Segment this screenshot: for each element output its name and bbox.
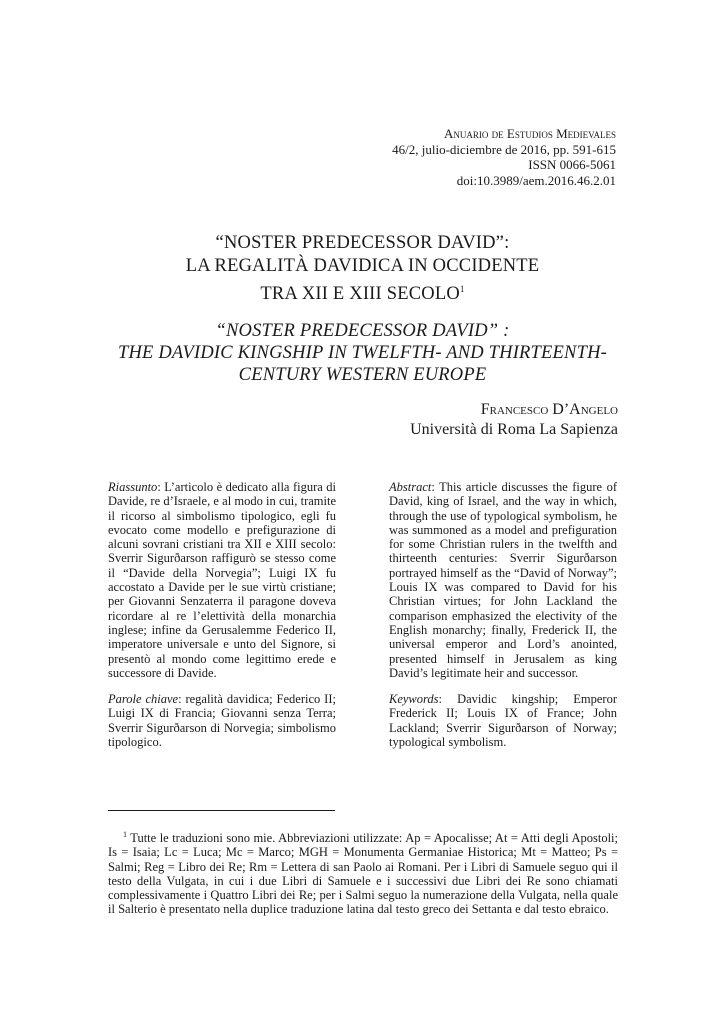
journal-issue: 46/2, julio-diciembre de 2016, pp. 591-615 bbox=[392, 141, 616, 157]
journal-name: Anuario de Estudios Medievales bbox=[444, 126, 616, 141]
title-it-line2: LA REGALITÀ DAVIDICA IN OCCIDENTE bbox=[185, 256, 540, 276]
keywords-it-label: Parole chiave bbox=[108, 692, 179, 707]
author-affiliation: Università di Roma La Sapienza bbox=[410, 421, 618, 438]
title-english bbox=[0, 320, 725, 386]
keywords-en-label: Keywords bbox=[389, 692, 439, 707]
journal-issn: ISSN 0066-5061 bbox=[528, 157, 616, 172]
footnote-1 bbox=[108, 828, 618, 917]
title-it-line1: “NOSTER PREDECESSOR DAVID”: bbox=[215, 233, 510, 253]
title-en-line1: “NOSTER PREDECESSOR DAVID” : bbox=[215, 321, 510, 341]
title-italian bbox=[0, 232, 725, 306]
abstract-en-text: : This article discusses the figure of David, king of Israel, and the way in which, through the use of typological symbolism, he was summoned as a model and prefiguration for some Christian rulers in the twelfth and thirteenth centuries: Sverrir Sigurðarson portrayed himself as the “David of Norway”; Louis IX was compared to David for his Christian virtues; for John Lackland the comparison emphasized the electivity of the English monarchy; finally, Frederick II, the universal emperor and Lord’s anointed, presented himself in Jerusalem as king David’s legitimate heir and successor. bbox=[389, 480, 617, 680]
abstract-en-label: Abstract bbox=[389, 480, 432, 494]
footnote-text: Tutte le traduzioni sono mie. Abbreviazioni utilizzate: Ap = Apocalisse; At = Atti degli Apostoli; Is = Isaia; Lc = Luca; Mc = Marco; MGH = Monumenta Germaniae Historica; Mt = Matteo; Ps = Salmi; Reg = Libro dei Re; Rm = Lettera di san Paolo ai Romani. Per i Libri di Samuele seguo qui il testo della Vulgata, in cui i due Libri di Samuele e i successivi due Libri dei Re sono chiamati complessivamente i Quattro Libri dei Re; per i Salmi seguo la numerazione della Vulgata, nella quale il Salterio è presentato nella duplice traduzione latina dal testo greco dei Settanta e dal testo ebraico. bbox=[108, 831, 618, 917]
italian-abstract-column bbox=[108, 480, 336, 761]
journal-header bbox=[392, 126, 616, 188]
abstract-en bbox=[389, 480, 617, 680]
abstract-it-text: : L’articolo è dedicato alla figura di Davide, re d’Israele, e al modo in cui, tramite il ricorso al simbolismo tipologico, egli fu evocato come modello e prefigurazione di alcuni sovrani cristiani tra XII e XIII secolo: Sverrir Sigurðarson raffigurò se stesso come il “Davide della Norvegia”; Luigi IX fu accostato a Davide per le sue virtù cristiane; per Giovanni Senzaterra il paragone doveva ricordare al re l’elettività della monarchia inglese; infine da Gerusalemme Federico II, imperatore universale e unto del Signore, si presentò al mondo come legittimo erede e successore di Davide. bbox=[108, 480, 336, 680]
journal-doi: doi:10.3989/aem.2016.46.2.01 bbox=[456, 172, 616, 188]
abstract-it bbox=[108, 480, 336, 680]
author-name: Francesco D’Angelo bbox=[480, 401, 618, 418]
keywords-it-text: : regalità davidica; Federico II; Luigi IX di Francia; Giovanni senza Terra; Sverrir Sigurðarson di Norvegia; simbolismo tipologico. bbox=[108, 692, 336, 750]
abstract-it-label: Riassunto bbox=[108, 480, 158, 494]
english-abstract-column bbox=[389, 480, 617, 761]
title-en-line2: THE DAVIDIC KINGSHIP IN TWELFTH- AND THIRTEENTH- bbox=[117, 343, 607, 363]
author-block bbox=[410, 400, 618, 440]
title-footnote-ref[interactable]: 1 bbox=[459, 284, 465, 294]
title-it-line3-text: TRA XII E XIII SECOLO bbox=[260, 284, 460, 304]
keywords-en-text: : Davidic kingship; Emperor Frederick II; Louis IX of France; John Lackland; Sverrir Sigurðarson of Norway; typological symbolism. bbox=[389, 692, 617, 750]
footnote-separator bbox=[108, 810, 335, 811]
keywords-it bbox=[108, 692, 336, 749]
footnote-number: 1 bbox=[123, 830, 127, 839]
title-en-line3: CENTURY WESTERN EUROPE bbox=[238, 365, 487, 385]
keywords-en bbox=[389, 692, 617, 749]
title-it-line3 bbox=[0, 278, 725, 306]
